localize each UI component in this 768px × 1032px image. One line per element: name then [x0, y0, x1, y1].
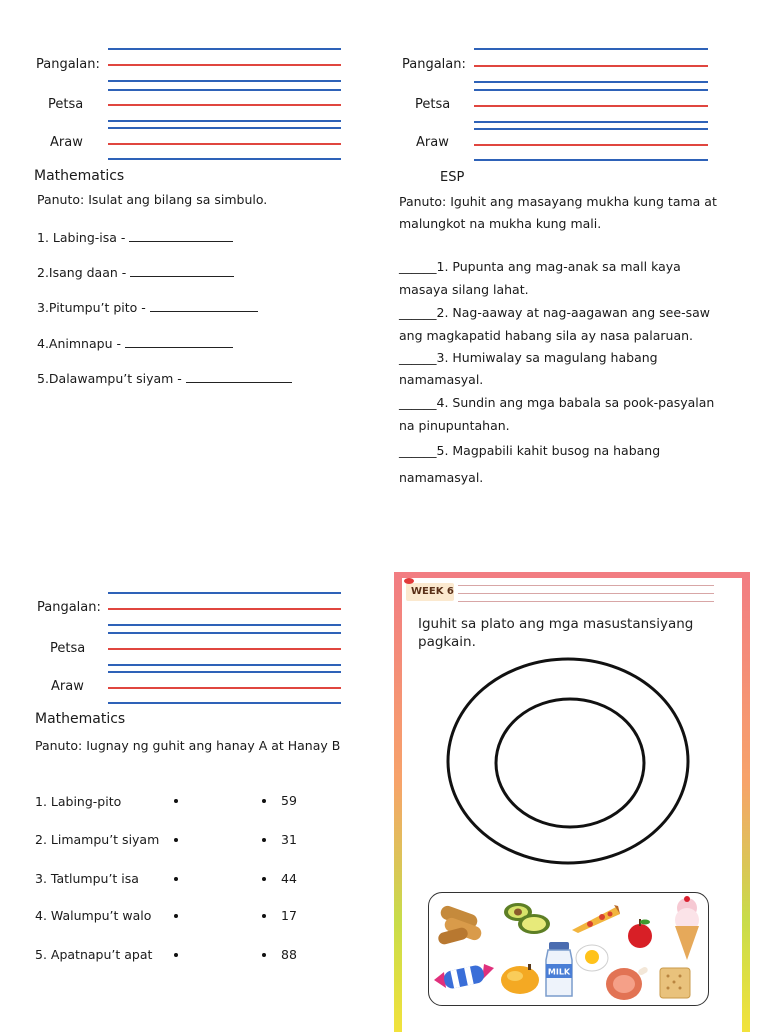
instruction: Panuto: Iugnay ng guhit ang hanay A at Hanay B [35, 738, 341, 753]
header-line [108, 89, 341, 91]
badge-line [458, 601, 714, 602]
pin-icon [404, 578, 414, 584]
match-dot-b[interactable] [262, 877, 266, 881]
match-dot-b[interactable] [262, 953, 266, 957]
pizza-icon[interactable] [570, 902, 622, 934]
header-line [108, 664, 341, 666]
ice-cream-icon[interactable] [670, 896, 704, 962]
question-item-cont: namamasyal. [399, 470, 484, 485]
question-item-cont: ang magkapatid habang sila ay nasa palaruan. [399, 328, 694, 343]
header-line [108, 48, 341, 50]
date-label: Petsa [415, 97, 451, 112]
header-line [474, 65, 708, 67]
subject-title: Mathematics [34, 168, 125, 184]
instruction: malungkot na mukha kung mali. [399, 216, 602, 231]
milk-icon[interactable] [544, 940, 574, 1000]
plate-outer-rim [448, 659, 688, 863]
header-line [474, 48, 708, 50]
header-line [108, 64, 341, 66]
question-item: ______4. Sundin ang mga babala sa pook-pasyalan [399, 395, 715, 410]
header-line [108, 648, 341, 650]
question-item: 2.Isang daan - [37, 265, 234, 280]
header-line [108, 671, 341, 673]
column-a-item: 1. Labing-pito [35, 794, 122, 809]
name-label: Pangalan: [402, 57, 466, 72]
card-instruction: Iguhit sa plato ang mga masustansiyang [418, 616, 694, 632]
week-label: WEEK 6 [411, 586, 454, 597]
date-label: Petsa [48, 97, 84, 112]
header-line [108, 104, 341, 106]
match-dot-a[interactable] [174, 799, 178, 803]
name-label: Pangalan: [36, 57, 100, 72]
column-a-item: 2. Limampu’t siyam [35, 832, 160, 847]
column-a-item: 4. Walumpu’t walo [35, 908, 152, 923]
header-line [474, 121, 708, 123]
question-item: 4.Animnapu - [37, 336, 233, 351]
question-item-cont: namamasyal. [399, 372, 484, 387]
instruction: Panuto: Iguhit ang masayang mukha kung tama at [399, 194, 717, 209]
header-line [108, 608, 341, 610]
instruction: Panuto: Isulat ang bilang sa simbulo. [37, 192, 268, 207]
plate-drawing[interactable] [440, 652, 696, 872]
column-a-item: 3. Tatlumpu’t isa [35, 871, 139, 886]
match-dot-a[interactable] [174, 838, 178, 842]
match-dot-a[interactable] [174, 953, 178, 957]
question-item: ______5. Magpabili kahit busog na habang [399, 443, 661, 458]
question-item: ______2. Nag-aaway at nag-aagawan ang see-saw [399, 305, 710, 320]
week-badge [406, 583, 454, 601]
header-line [108, 80, 341, 82]
column-b-item: 59 [281, 793, 297, 808]
header-line [474, 144, 708, 146]
header-line [474, 81, 708, 83]
date-label: Petsa [50, 641, 86, 656]
header-line [108, 127, 341, 129]
spring-roll-icon[interactable] [434, 900, 488, 948]
question-item-cont: na pinupuntahan. [399, 418, 510, 433]
match-dot-a[interactable] [174, 914, 178, 918]
question-item: 1. Labing-isa - [37, 230, 233, 245]
plate-inner-rim [496, 699, 644, 827]
match-dot-a[interactable] [174, 877, 178, 881]
ham-icon[interactable] [604, 962, 652, 1002]
column-b-item: 44 [281, 871, 297, 886]
subject-title: ESP [440, 170, 465, 185]
header-line [108, 687, 341, 689]
avocado-icon[interactable] [500, 898, 552, 938]
cracker-icon[interactable] [658, 966, 692, 1000]
day-label: Araw [50, 135, 83, 150]
match-dot-b[interactable] [262, 799, 266, 803]
header-line [474, 128, 708, 130]
name-label: Pangalan: [37, 600, 101, 615]
question-item: ______3. Humiwalay sa magulang habang [399, 350, 658, 365]
mango-icon[interactable] [498, 960, 542, 998]
column-b-item: 31 [281, 832, 297, 847]
header-line [108, 592, 341, 594]
badge-line [458, 593, 714, 594]
card-instruction-cont: pagkain. [418, 634, 476, 650]
candy-icon[interactable] [432, 954, 496, 998]
header-line [474, 89, 708, 91]
question-item: 3.Pitumpu’t pito - [37, 300, 258, 315]
day-label: Araw [416, 135, 449, 150]
match-dot-b[interactable] [262, 914, 266, 918]
match-dot-b[interactable] [262, 838, 266, 842]
column-a-item: 5. Apatnapu’t apat [35, 947, 153, 962]
header-line [474, 105, 708, 107]
badge-line [458, 585, 714, 586]
column-b-item: 88 [281, 947, 297, 962]
question-item: ______1. Pupunta ang mag-anak sa mall kaya [399, 259, 681, 274]
header-line [108, 624, 341, 626]
column-b-item: 17 [281, 908, 297, 923]
milk-label: MILK [547, 967, 571, 977]
apple-icon[interactable] [624, 916, 656, 950]
header-line [474, 159, 708, 161]
header-line [108, 120, 341, 122]
header-line [108, 143, 341, 145]
header-line [108, 632, 341, 634]
question-item-cont: masaya silang lahat. [399, 282, 529, 297]
subject-title: Mathematics [35, 711, 126, 727]
header-line [108, 702, 341, 704]
question-item: 5.Dalawampu’t siyam - [37, 371, 292, 386]
header-line [108, 158, 341, 160]
day-label: Araw [51, 679, 84, 694]
